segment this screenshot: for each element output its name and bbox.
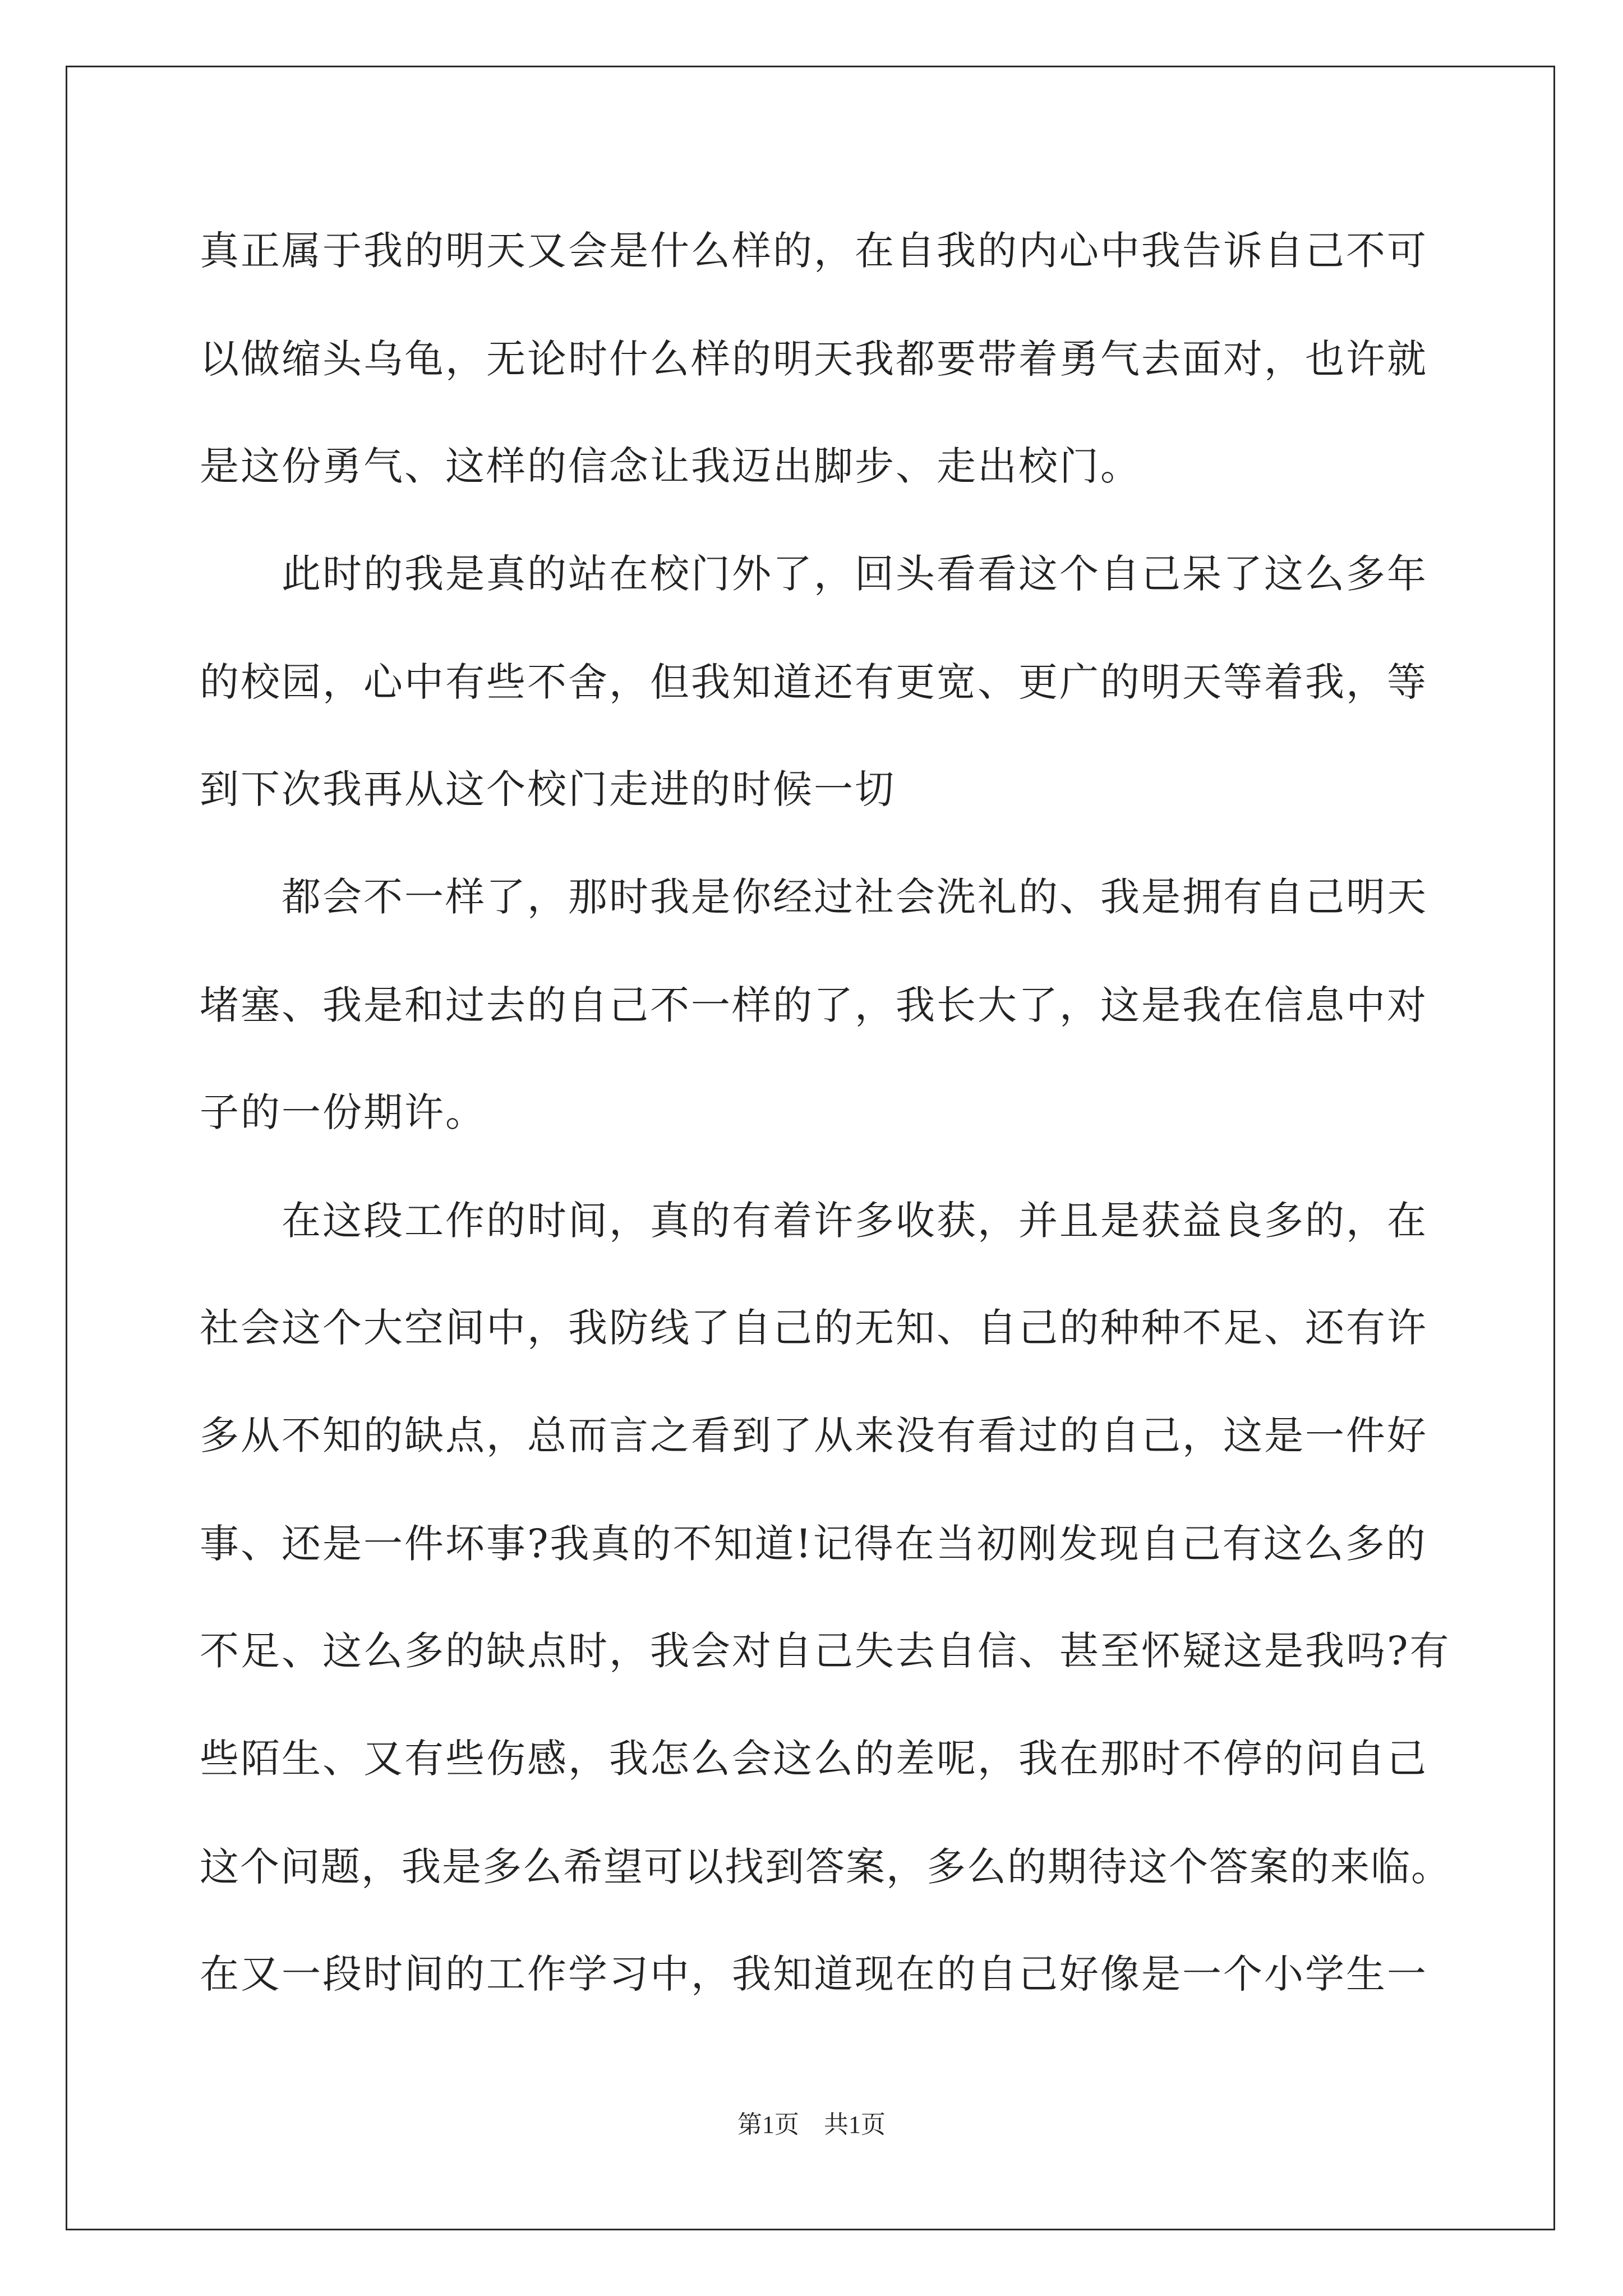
text-line: 不足、这么多的缺点时，我会对自己失去自信、甚至怀疑这是我吗?有 (200, 1628, 1451, 1674)
text-line: 此时的我是真的站在校门外了，回头看看这个自己呆了这么多年 (200, 551, 1428, 597)
text-line: 以做缩头乌龟，无论时什么样的明天我都要带着勇气去面对，也许就 (200, 336, 1428, 382)
text-line: 真正属于我的明天又会是什么样的，在自我的内心中我告诉自己不可 (200, 228, 1428, 274)
text-line: 多从不知的缺点，总而言之看到了从来没有看过的自己，这是一件好 (200, 1412, 1428, 1458)
text-line: 子的一份期许。 (200, 1089, 486, 1135)
text-line: 堵塞、我是和过去的自己不一样的了，我长大了，这是我在信息中对 (200, 982, 1428, 1028)
page-footer (0, 2108, 1623, 2142)
text-line: 事、还是一件坏事?我真的不知道!记得在当初刚发现自己有这么多的 (200, 1521, 1427, 1567)
text-line: 在又一段时间的工作学习中，我知道现在的自己好像是一个小学生一 (200, 1951, 1428, 1997)
page-number: 第1页 (737, 2111, 799, 2138)
text-line: 社会这个大空间中，我防线了自己的无知、自己的种种不足、还有许 (200, 1305, 1428, 1351)
text-line: 的校园，心中有些不舍，但我知道还有更宽、更广的明天等着我，等 (200, 659, 1428, 705)
page-border (66, 66, 1555, 2230)
text-line: 到下次我再从这个校门走进的时候一切 (200, 766, 896, 812)
text-line: 些陌生、又有些伤感，我怎么会这么的差呢，我在那时不停的问自己 (200, 1736, 1428, 1782)
text-line: 是这份勇气、这样的信念让我迈出脚步、走出校门。 (200, 443, 1141, 489)
page-total: 共1页 (824, 2111, 886, 2138)
text-line: 这个问题，我是多么希望可以找到答案，多么的期待这个答案的来临。 (200, 1844, 1451, 1890)
text-line: 都会不一样了，那时我是你经过社会洗礼的、我是拥有自己明天 (200, 874, 1428, 920)
text-line: 在这段工作的时间，真的有着许多收获，并且是获益良多的，在 (200, 1198, 1428, 1244)
